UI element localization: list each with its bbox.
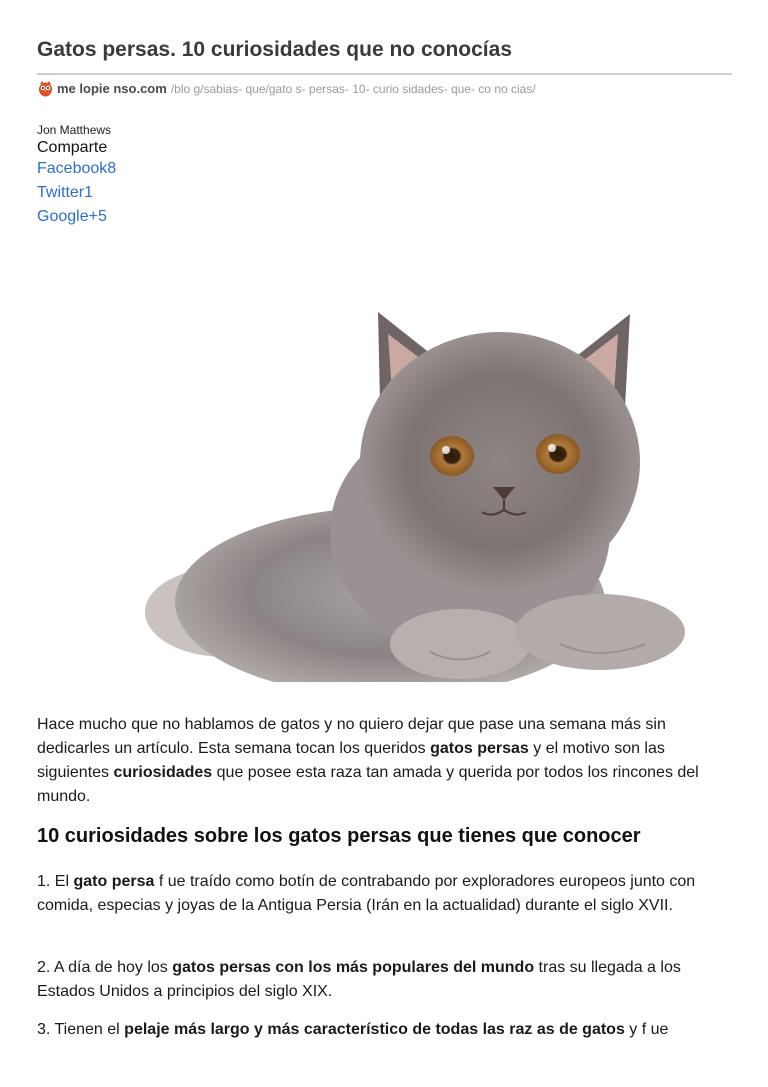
- keyword-curiosidades: curiosidades: [113, 764, 213, 781]
- site-path-link[interactable]: /blo g/sabias- que/gato s- persas- 10- curio sidades- que- co no cias/: [170, 81, 536, 96]
- section-heading: 10 curiosidades sobre los gatos persas que tienes que conocer: [37, 825, 641, 847]
- list-item: 1. El gato persa f ue traído como botín de contrabando por exploradores europeos junto con comida, especias y joyas de la Antigua Persia (Irán en la actualidad) durante el siglo XVII.: [37, 873, 696, 914]
- list-item: 3. Tienen el pelaje más largo y más característico de todas las raz as de gatos y f ue: [37, 1021, 669, 1038]
- keyword-gatos-persas: gatos persas: [430, 740, 529, 757]
- author-name: Jon Matthews: [37, 123, 112, 137]
- owl-logo-icon: [37, 80, 54, 97]
- title-divider: [37, 73, 732, 75]
- site-domain-link[interactable]: me lopie nso.com: [57, 81, 167, 96]
- intro-paragraph: Hace mucho que no hablamos de gatos y no quiero dejar que pase una semana más sin dedicarles un artículo. Esta semana tocan los queridos gatos persas y el motivo son las siguientes curiosidades que posee esta raza tan amada y querida por todos los rincones del mundo.: [37, 716, 699, 805]
- google-plus-share-link[interactable]: Google+5: [37, 208, 107, 225]
- page-title: Gatos persas. 10 curiosidades que no conocías: [37, 38, 513, 61]
- facebook-share-link[interactable]: Facebook8: [37, 160, 117, 177]
- persian-kitten-image: [130, 282, 730, 682]
- twitter-share-link[interactable]: Twitter1: [37, 184, 94, 201]
- source-line: [37, 80, 536, 97]
- list-item: 2. A día de hoy los gatos persas con los más populares del mundo tras su llegada a los Estados Unidos a principios del siglo XIX.: [37, 959, 681, 1000]
- share-label: Comparte: [37, 139, 108, 156]
